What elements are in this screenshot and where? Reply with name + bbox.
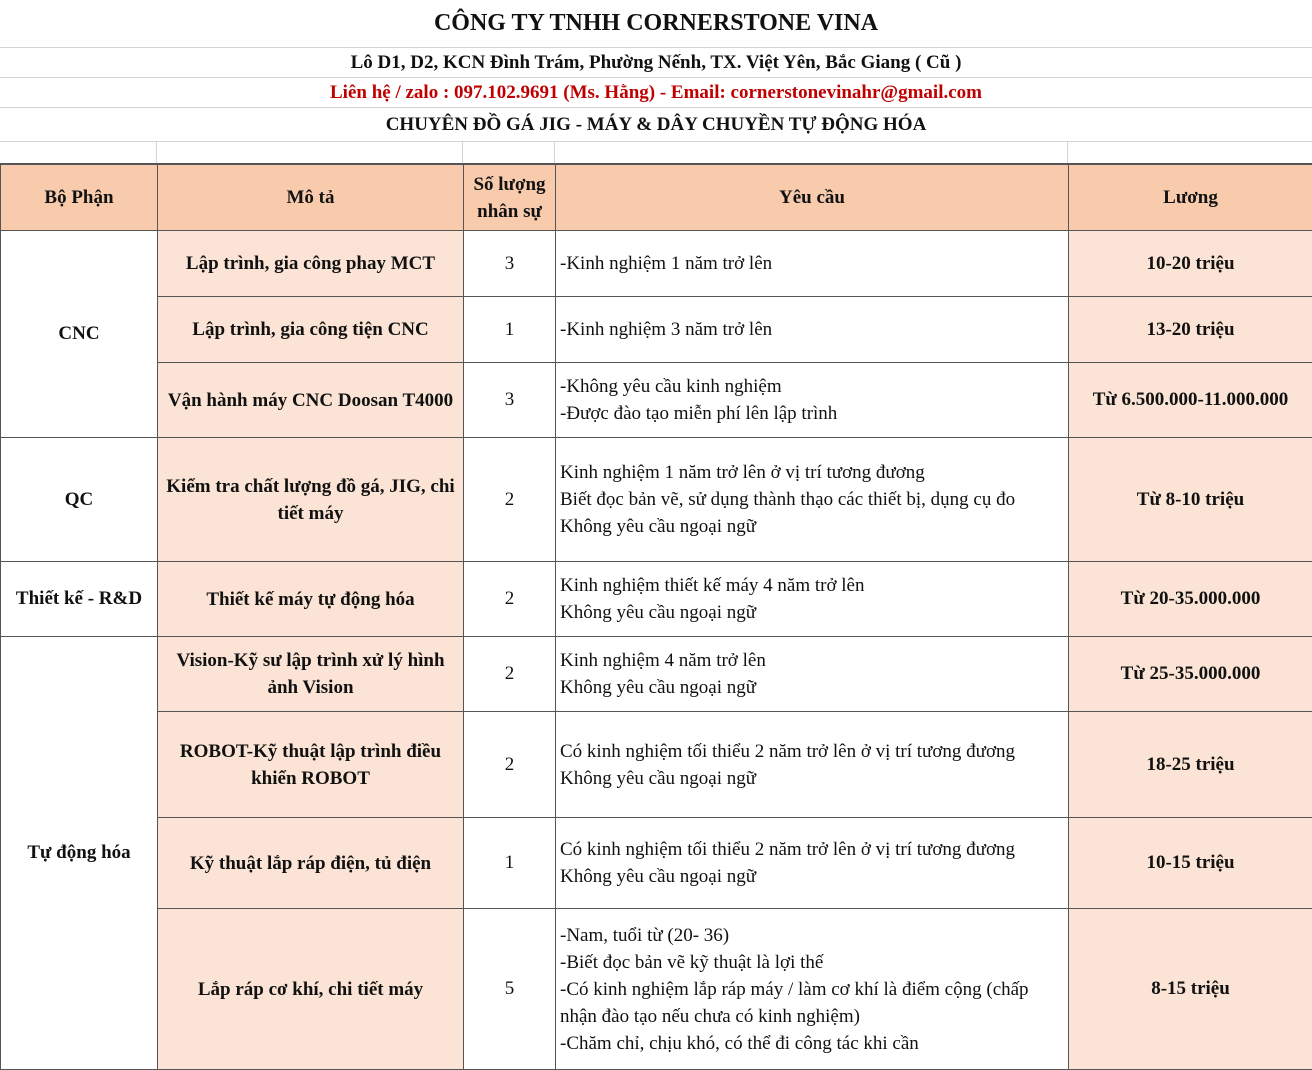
req-line: -Có kinh nghiệm lắp ráp máy / làm cơ khí là điểm cộng (chấp: [560, 976, 1064, 1003]
desc-cell: Lập trình, gia công tiện CNC: [158, 297, 464, 363]
table-row: [1, 637, 1312, 712]
desc-cell: Vận hành máy CNC Doosan T4000: [158, 363, 464, 438]
req-line: -Được đào tạo miễn phí lên lập trình: [560, 400, 1064, 427]
req-line: -Kinh nghiệm 3 năm trở lên: [560, 316, 1064, 343]
req-cell: [556, 818, 1069, 909]
req-line: Biết đọc bản vẽ, sử dụng thành thạo các thiết bị, dụng cụ đo: [560, 486, 1064, 513]
req-line: -Nam, tuổi từ (20- 36): [560, 922, 1064, 949]
qty-cell: 2: [464, 637, 556, 712]
req-line: Không yêu cầu ngoại ngữ: [560, 599, 1064, 626]
req-line: Có kinh nghiệm tối thiểu 2 năm trở lên ở vị trí tương đương: [560, 836, 1064, 863]
salary-cell: Từ 25-35.000.000: [1069, 637, 1312, 712]
req-cell: [556, 712, 1069, 818]
desc-cell: Kỹ thuật lắp ráp điện, tủ điện: [158, 818, 464, 909]
req-line: Không yêu cầu ngoại ngữ: [560, 863, 1064, 890]
desc-cell: Lập trình, gia công phay MCT: [158, 231, 464, 297]
qty-cell: 3: [464, 231, 556, 297]
req-cell: [556, 909, 1069, 1070]
company-name: CÔNG TY TNHH CORNERSTONE VINA: [0, 0, 1312, 48]
table-header-row: [1, 165, 1312, 231]
job-table: [0, 164, 1312, 1070]
req-line: Không yêu cầu ngoại ngữ: [560, 765, 1064, 792]
req-line: nhận đào tạo nếu chưa có kinh nghiệm): [560, 1003, 1064, 1030]
req-line: Không yêu cầu ngoại ngữ: [560, 513, 1064, 540]
desc-cell: Kiểm tra chất lượng đồ gá, JIG, chi tiết máy: [158, 438, 464, 562]
table-row: [1, 231, 1312, 297]
salary-cell: Từ 8-10 triệu: [1069, 438, 1312, 562]
dept-cell: QC: [1, 438, 158, 562]
qty-cell: 2: [464, 438, 556, 562]
table-row: [1, 818, 1312, 909]
qty-cell: 3: [464, 363, 556, 438]
col-header-req: Yêu cầu: [556, 165, 1069, 231]
req-line: -Chăm chỉ, chịu khó, có thể đi công tác khi cần: [560, 1030, 1064, 1057]
dept-cell: CNC: [1, 231, 158, 438]
qty-cell: 5: [464, 909, 556, 1070]
req-cell: [556, 562, 1069, 637]
req-line: Không yêu cầu ngoại ngữ: [560, 674, 1064, 701]
desc-cell: Vision-Kỹ sư lập trình xử lý hình ảnh Vision: [158, 637, 464, 712]
req-line: -Biết đọc bản vẽ kỹ thuật là lợi thế: [560, 949, 1064, 976]
req-line: Kinh nghiệm 1 năm trở lên ở vị trí tương đương: [560, 459, 1064, 486]
col-header-desc: Mô tả: [158, 165, 464, 231]
contact-line: Liên hệ / zalo : 097.102.9691 (Ms. Hằng) - Email: cornerstonevinahr@gmail.com: [330, 82, 982, 104]
col-header-qty: Số lượng nhân sự: [464, 165, 556, 231]
req-cell: [556, 637, 1069, 712]
req-cell: [556, 231, 1069, 297]
req-cell: [556, 297, 1069, 363]
req-cell: [556, 363, 1069, 438]
table-row: [1, 438, 1312, 562]
salary-cell: 18-25 triệu: [1069, 712, 1312, 818]
col-header-salary: Lương: [1069, 165, 1312, 231]
table-row: [1, 297, 1312, 363]
company-address: Lô D1, D2, KCN Đình Trám, Phường Nếnh, TX. Việt Yên, Bắc Giang ( Cũ ): [0, 48, 1312, 78]
desc-cell: Thiết kế máy tự động hóa: [158, 562, 464, 637]
desc-cell: Lắp ráp cơ khí, chi tiết máy: [158, 909, 464, 1070]
req-line: Kinh nghiệm thiết kế máy 4 năm trở lên: [560, 572, 1064, 599]
salary-cell: 8-15 triệu: [1069, 909, 1312, 1070]
desc-cell: ROBOT-Kỹ thuật lập trình điều khiển ROBOT: [158, 712, 464, 818]
dept-cell: Tự động hóa: [1, 637, 158, 1070]
salary-cell: Từ 20-35.000.000: [1069, 562, 1312, 637]
req-cell: [556, 438, 1069, 562]
spacer-row: [0, 142, 1312, 164]
req-line: -Kinh nghiệm 1 năm trở lên: [560, 250, 1064, 277]
salary-cell: 10-15 triệu: [1069, 818, 1312, 909]
req-line: Có kinh nghiệm tối thiểu 2 năm trở lên ở vị trí tương đương: [560, 738, 1064, 765]
table-row: [1, 909, 1312, 1070]
table-row: [1, 712, 1312, 818]
col-header-dept: Bộ Phận: [1, 165, 158, 231]
table-row: [1, 562, 1312, 637]
qty-cell: 2: [464, 712, 556, 818]
qty-cell: 1: [464, 818, 556, 909]
salary-cell: Từ 6.500.000-11.000.000: [1069, 363, 1312, 438]
salary-cell: 13-20 triệu: [1069, 297, 1312, 363]
qty-cell: 1: [464, 297, 556, 363]
qty-cell: 2: [464, 562, 556, 637]
table-row: [1, 363, 1312, 438]
req-line: -Không yêu cầu kinh nghiệm: [560, 373, 1064, 400]
req-line: Kinh nghiệm 4 năm trở lên: [560, 647, 1064, 674]
company-tagline: CHUYÊN ĐỒ GÁ JIG - MÁY & DÂY CHUYỀN TỰ ĐỘNG HÓA: [0, 108, 1312, 142]
dept-cell: Thiết kế - R&D: [1, 562, 158, 637]
salary-cell: 10-20 triệu: [1069, 231, 1312, 297]
